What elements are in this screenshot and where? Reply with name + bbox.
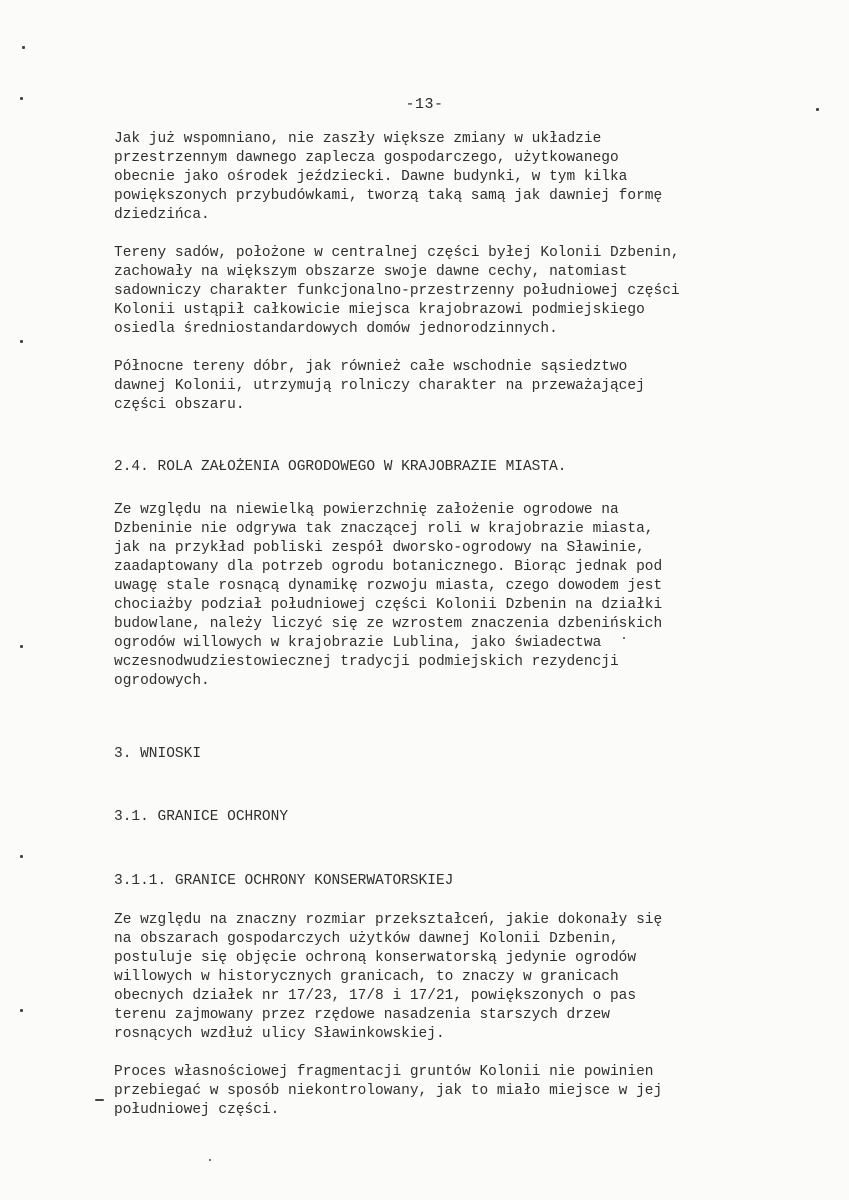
text-line: dawnej Kolonii, utrzymują rolniczy charakter na przeważającej — [114, 378, 645, 394]
text-line: południowej części. — [114, 1102, 280, 1118]
scan-speck — [20, 1009, 23, 1012]
paragraph — [114, 244, 756, 339]
scan-speck — [22, 46, 25, 49]
paragraph — [114, 130, 756, 225]
paragraph — [114, 358, 756, 415]
text-line: ogrodowych. — [114, 673, 210, 689]
text-line: na obszarach gospodarczych użytków dawnej Kolonii Dzbenin, — [114, 931, 619, 947]
text-line: obecnie jako ośrodek jeździecki. Dawne budynki, w tym kilka — [114, 169, 628, 185]
text-line: terenu zajmowany przez rzędowe nasadzenia starszych drzew — [114, 1007, 610, 1023]
text-line: sadowniczy charakter funkcjonalno-przestrzenny południowej części — [114, 283, 680, 299]
paragraph — [114, 1063, 756, 1120]
text-line: rosnących wzdłuż ulicy Sławinkowskiej. — [114, 1026, 445, 1042]
text-line: Ze względu na znaczny rozmiar przekształceń, jakie dokonały się — [114, 912, 663, 928]
text-line: Dzbeninie nie odgrywa tak znaczącej roli w krajobrazie miasta, — [114, 521, 654, 537]
text-line: zachowały na większym obszarze swoje dawne cechy, natomiast — [114, 264, 628, 280]
scan-speck — [20, 855, 23, 858]
text-line: Tereny sadów, położone w centralnej części byłej Kolonii Dzbenin, — [114, 245, 680, 261]
section-heading-3-1-1: 3.1.1. GRANICE OCHRONY KONSERWATORSKIEJ — [114, 873, 454, 889]
text-line: Ze względu na niewielką powierzchnię założenie ogrodowe na — [114, 502, 619, 518]
text-line: osiedla średniostandardowych domów jednorodzinnych. — [114, 321, 558, 337]
section-heading-3-1: 3.1. GRANICE OCHRONY — [114, 809, 289, 825]
text-line: jak na przykład pobliski zespół dworsko-ogrodowy na Sławinie, — [114, 540, 645, 556]
scan-speck — [20, 340, 23, 343]
text-line: części obszaru. — [114, 397, 245, 413]
document-body — [114, 130, 756, 1139]
text-line: Północne tereny dóbr, jak również całe wschodnie sąsiedztwo — [114, 359, 628, 375]
text-line: przestrzennym dawnego zaplecza gospodarczego, użytkowanego — [114, 150, 619, 166]
text-line: uwagę stale rosnącą dynamikę rozwoju miasta, czego dowodem jest — [114, 578, 663, 594]
text-line: dziedzińca. — [114, 207, 210, 223]
paragraph — [114, 501, 756, 691]
scan-speck — [95, 1099, 104, 1101]
text-line: powiększonych przybudówkami, tworzą taką samą jak dawniej formę — [114, 188, 663, 204]
scan-speck — [209, 1159, 211, 1161]
page-number: -13- — [405, 96, 444, 113]
text-line: budowlane, należy liczyć się ze wzrostem znaczenia dzbenińskich — [114, 616, 663, 632]
text-line: willowych w historycznych granicach, to znaczy w granicach — [114, 969, 619, 985]
scan-speck — [20, 645, 23, 648]
text-line: przebiegać w sposób niekontrolowany, jak to miało miejsce w jej — [114, 1083, 663, 1099]
text-line: wczesnodwudziestowiecznej tradycji podmiejskich rezydencji — [114, 654, 619, 670]
text-line: ogrodów willowych w krajobrazie Lublina, jako świadectwa — [114, 635, 602, 651]
section-heading-2-4: 2.4. ROLA ZAŁOŻENIA OGRODOWEGO W KRAJOBRAZIE MIASTA. — [114, 459, 567, 475]
text-line: chociażby podział południowej części Kolonii Dzbenin na działki — [114, 597, 663, 613]
text-line: Jak już wspomniano, nie zaszły większe zmiany w układzie — [114, 131, 602, 147]
text-line: Kolonii ustąpił całkowicie miejsca krajobrazowi podmiejskiego — [114, 302, 645, 318]
text-line: obecnych działek nr 17/23, 17/8 i 17/21, powiększonych o pas — [114, 988, 637, 1004]
paragraph — [114, 911, 756, 1044]
section-heading-3: 3. WNIOSKI — [114, 746, 202, 762]
text-line: zaadaptowany dla potrzeb ogrodu botanicznego. Biorąc jednak pod — [114, 559, 663, 575]
text-line: Proces własnościowej fragmentacji gruntów Kolonii nie powinien — [114, 1064, 654, 1080]
text-line: postuluje się objęcie ochroną konserwatorską jedynie ogrodów — [114, 950, 637, 966]
